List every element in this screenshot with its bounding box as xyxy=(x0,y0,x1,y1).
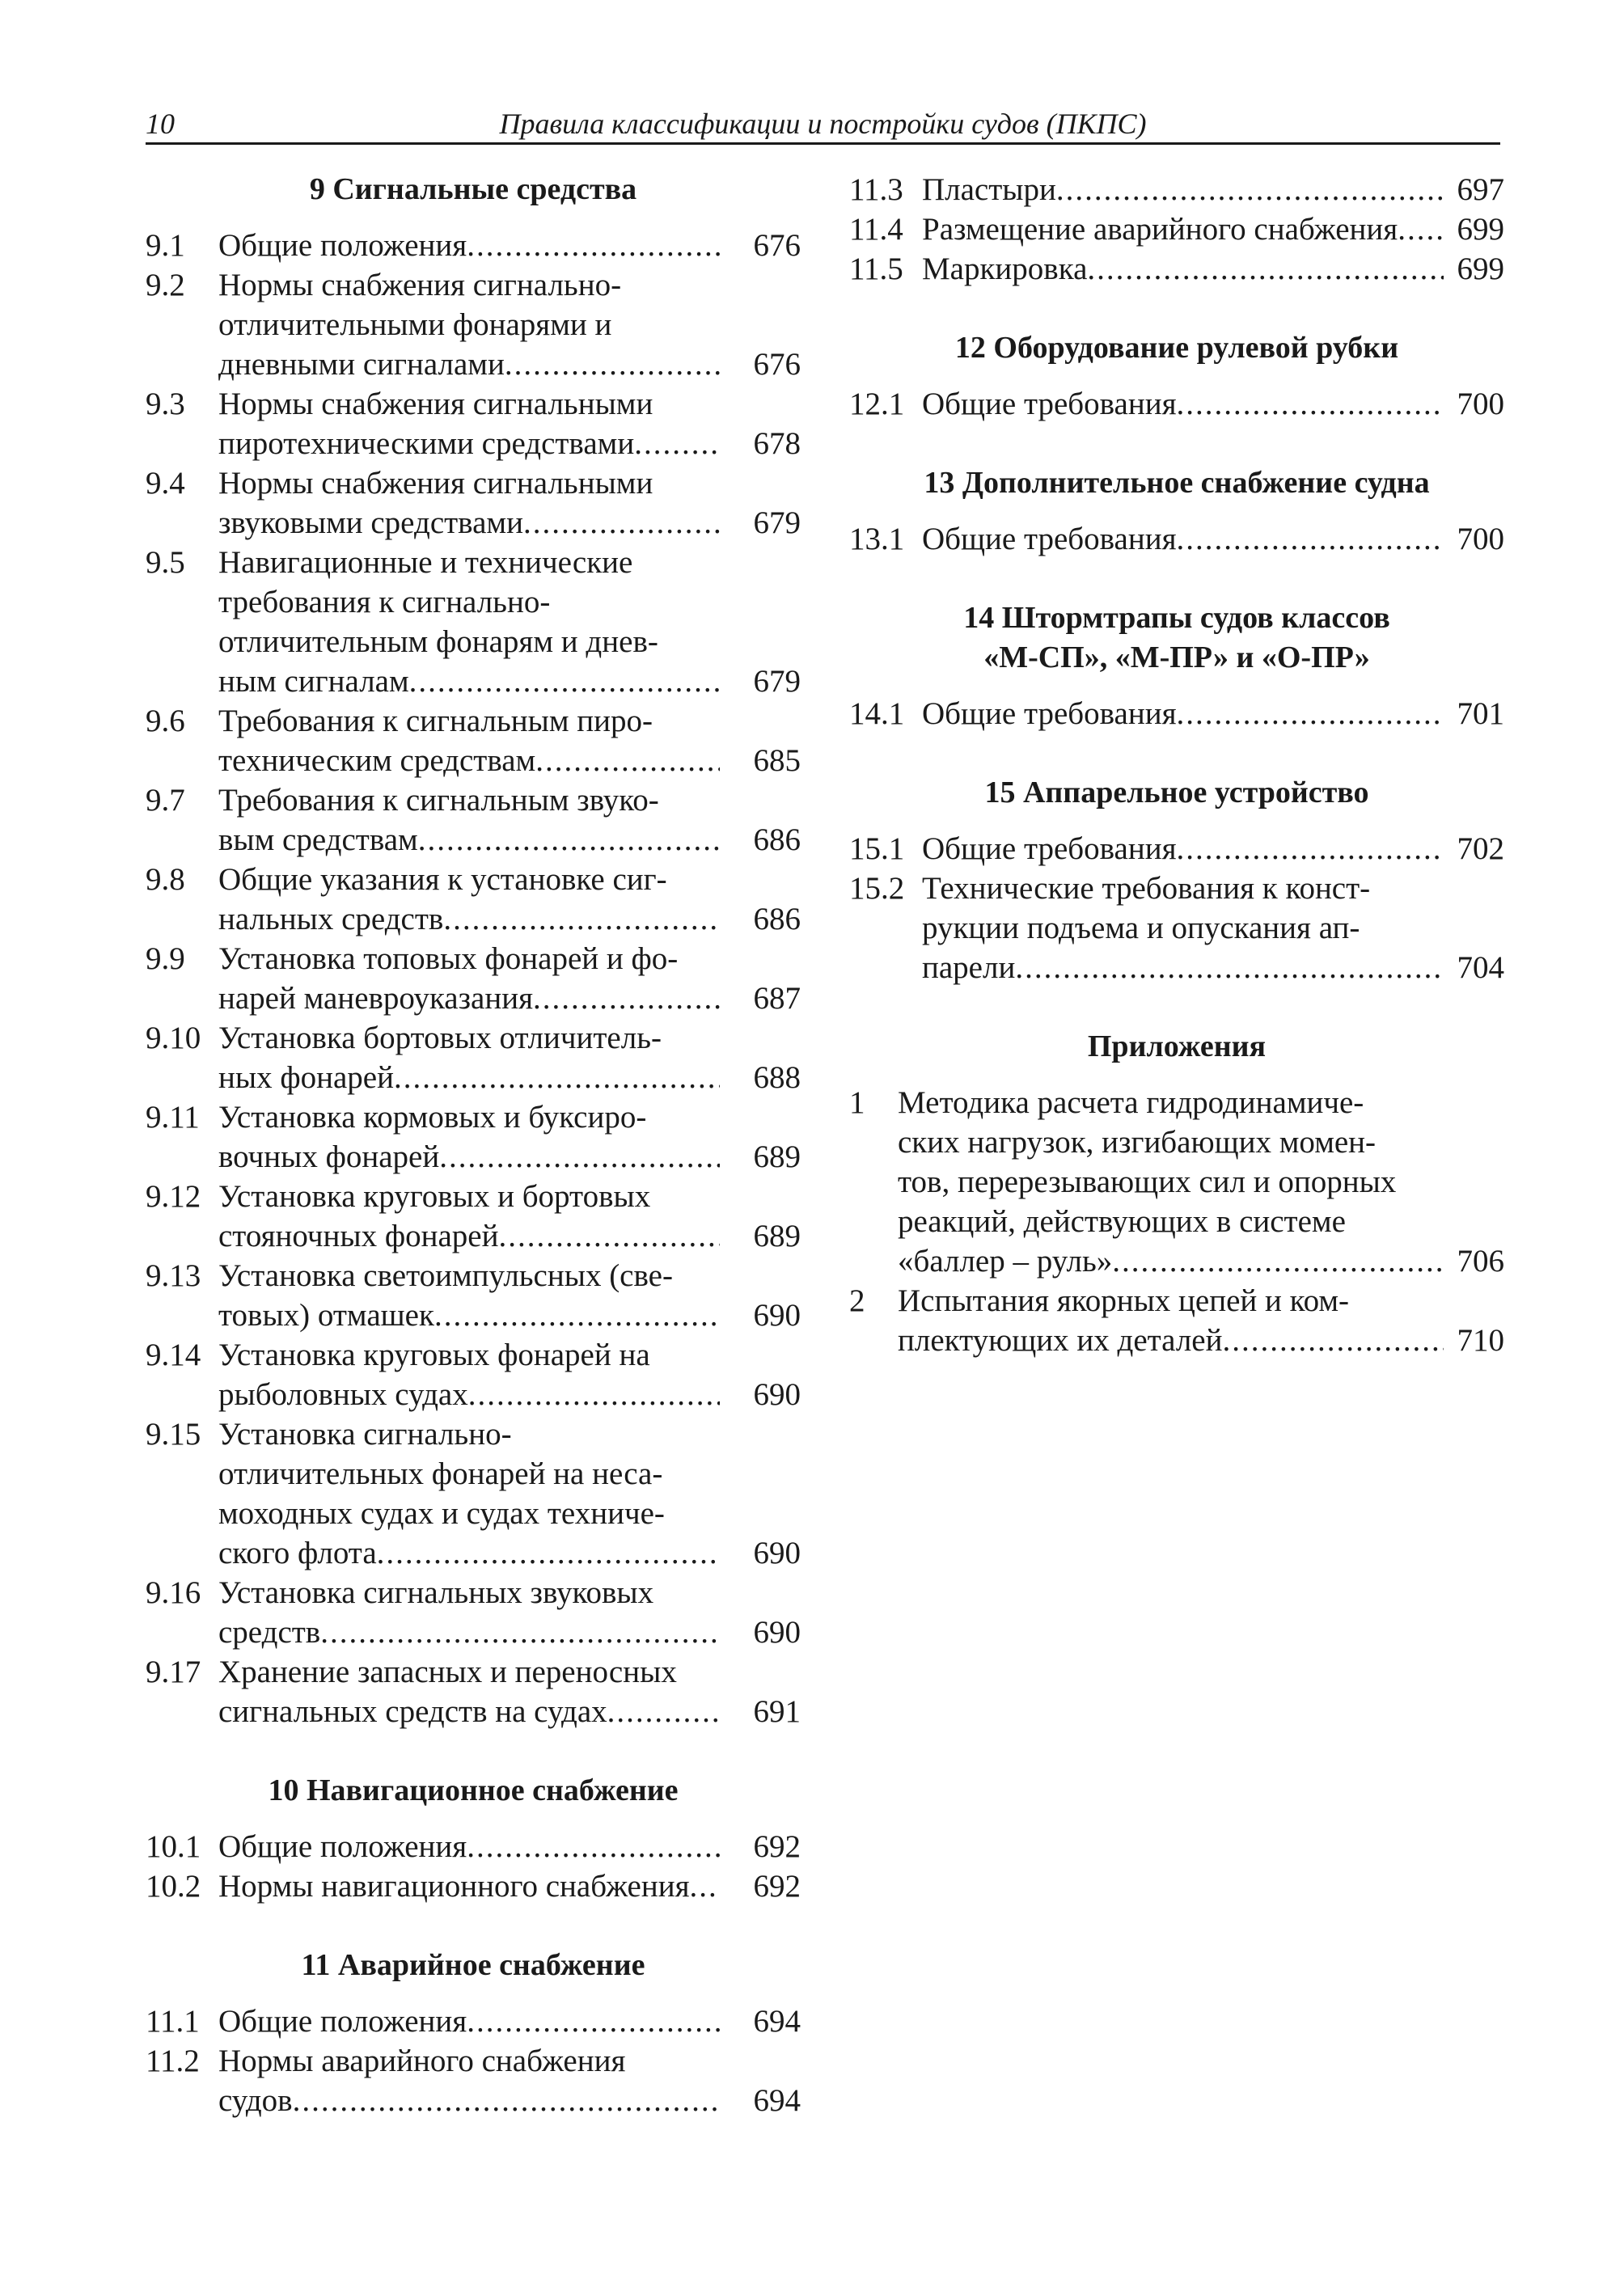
toc-entry xyxy=(146,1866,801,1906)
toc-entry xyxy=(849,694,1504,733)
right-column xyxy=(849,170,1504,1360)
entry-title-text: парели xyxy=(922,950,1016,985)
page-ref: 678 xyxy=(753,426,801,461)
page-ref: 686 xyxy=(753,822,801,857)
entry-title-last-line xyxy=(218,1375,801,1414)
entry-title-last-line xyxy=(218,899,801,939)
entry-number: 9.1 xyxy=(146,228,185,263)
toc-list xyxy=(146,2001,801,2120)
page-ref: 692 xyxy=(753,1869,801,1904)
toc-entry xyxy=(146,1335,801,1414)
page-ref: 676 xyxy=(753,228,801,263)
toc-list xyxy=(146,1827,801,1906)
entry-title-text: Маркировка xyxy=(922,252,1088,286)
dot-leader xyxy=(320,1613,720,1652)
page-ref: 676 xyxy=(753,347,801,382)
page-ref: 679 xyxy=(753,664,801,699)
entry-title-text: «баллер – руль» xyxy=(898,1244,1113,1279)
entry-title-text: рыболовных судах xyxy=(218,1377,468,1412)
entry-number: 2 xyxy=(849,1283,865,1318)
entry-title-text: Нормы навигационного снабжения xyxy=(218,1869,690,1904)
page-ref: 702 xyxy=(1457,831,1504,866)
entry-number: 9.8 xyxy=(146,862,185,897)
entry-title-last-line xyxy=(218,1137,801,1177)
dot-leader xyxy=(690,1866,720,1906)
entry-title-text: дневными сигналами xyxy=(218,347,505,382)
entry-title-line: Установка топовых фонарей и фо- xyxy=(218,941,679,976)
section-heading: 15 Аппарельное устройство xyxy=(984,776,1369,809)
entry-number: 9.7 xyxy=(146,783,185,818)
entry-title-line: Установка сигнальных звуковых xyxy=(218,1575,654,1610)
entry-title-text: Общие требования xyxy=(922,387,1177,421)
page-ref: 701 xyxy=(1457,696,1504,731)
toc-entry xyxy=(146,384,801,463)
entry-title-text: Общие требования xyxy=(922,831,1177,866)
entry-title-line: Установка круговых и бортовых xyxy=(218,1179,651,1214)
entry-title-text: звуковыми средствами xyxy=(218,505,523,540)
entry-title-line: Испытания якорных цепей и ком- xyxy=(898,1283,1350,1318)
toc-entry xyxy=(849,829,1504,869)
entry-title-last-line xyxy=(922,948,1504,987)
entry-title-text: средств xyxy=(218,1615,321,1650)
toc-entry xyxy=(146,226,801,265)
dot-leader xyxy=(467,2001,720,2041)
dot-leader xyxy=(409,662,720,701)
entry-title-text: пиротехническими средствами xyxy=(218,426,635,461)
toc-entry xyxy=(146,1177,801,1256)
toc-entry xyxy=(849,519,1504,559)
section-heading: 11 Аварийное снабжение xyxy=(301,1948,645,1982)
entry-number: 9.10 xyxy=(146,1021,201,1055)
dot-leader xyxy=(1015,948,1444,987)
entry-title-last-line xyxy=(218,2001,801,2041)
entry-title-line: Нормы снабжения сигнальными xyxy=(218,387,653,421)
toc-entry xyxy=(146,1573,801,1652)
toc-entry xyxy=(146,1018,801,1097)
dot-leader xyxy=(468,1375,720,1414)
entry-title-last-line xyxy=(218,741,801,780)
entry-title-text: ского флота xyxy=(218,1536,377,1570)
appendices-heading: Приложения xyxy=(1087,1029,1267,1063)
entry-title-text: нарей маневроуказания xyxy=(218,981,534,1016)
dot-leader xyxy=(1056,170,1444,209)
page-ref: 689 xyxy=(753,1139,801,1174)
entry-title-text: техническим средствам xyxy=(218,743,536,778)
page-ref: 686 xyxy=(753,902,801,936)
entry-title-text: Общие требования xyxy=(922,696,1177,731)
entry-title-text: Общие требования xyxy=(922,522,1177,556)
entry-title-last-line xyxy=(218,1613,801,1652)
entry-title-text: плектующих их деталей xyxy=(898,1323,1223,1358)
entry-title-line: Установка кормовых и буксиро- xyxy=(218,1100,647,1135)
entry-title-line: Хранение запасных и переносных xyxy=(218,1655,677,1689)
entry-title-last-line xyxy=(218,1058,801,1097)
page-ref: 689 xyxy=(753,1219,801,1253)
page-ref: 679 xyxy=(753,505,801,540)
entry-title-last-line xyxy=(922,384,1504,424)
entry-title-line: реакций, действующих в системе xyxy=(898,1204,1346,1239)
dot-leader xyxy=(1087,249,1444,289)
dot-leader xyxy=(607,1692,720,1731)
dot-leader xyxy=(1177,829,1444,869)
entry-number: 9.13 xyxy=(146,1258,201,1293)
toc-entry xyxy=(146,1414,801,1573)
dot-leader xyxy=(467,1827,720,1866)
entry-number: 9.2 xyxy=(146,268,185,302)
entry-number: 10.2 xyxy=(146,1869,201,1904)
dot-leader xyxy=(443,899,720,939)
page-ref: 704 xyxy=(1457,950,1504,985)
section-heading: 9 Сигнальные средства xyxy=(309,172,637,206)
entry-title-line: Требования к сигнальным звуко- xyxy=(218,783,659,818)
toc-entry xyxy=(146,701,801,780)
dot-leader xyxy=(1177,384,1444,424)
section-heading-line-2: «М-СП», «М-ПР» и «О-ПР» xyxy=(983,640,1370,674)
entry-title-last-line xyxy=(218,1296,801,1335)
page-ref: 700 xyxy=(1457,522,1504,556)
entry-title-last-line xyxy=(218,226,801,265)
section-heading: 12 Оборудование рулевой рубки xyxy=(954,331,1399,365)
page-ref: 685 xyxy=(753,743,801,778)
entry-title-last-line xyxy=(922,694,1504,733)
page-ref: 697 xyxy=(1457,172,1504,207)
dot-leader xyxy=(418,820,720,860)
dot-leader xyxy=(1177,519,1444,559)
toc-list xyxy=(849,170,1504,289)
entry-title-line: Установка круговых фонарей на xyxy=(218,1338,650,1372)
toc-list xyxy=(849,384,1504,424)
entry-number: 11.5 xyxy=(849,252,903,286)
toc-entry xyxy=(849,249,1504,289)
entry-number: 11.1 xyxy=(146,2004,200,2039)
entry-number: 9.9 xyxy=(146,941,185,976)
toc-entry xyxy=(146,265,801,384)
entry-title-text: вочных фонарей xyxy=(218,1139,440,1174)
entry-number: 1 xyxy=(849,1085,865,1120)
page-ref: 690 xyxy=(753,1536,801,1570)
dot-leader xyxy=(439,1137,720,1177)
entry-number: 11.4 xyxy=(849,212,903,247)
entry-title-text: ных фонарей xyxy=(218,1060,394,1095)
toc-entry xyxy=(849,1281,1504,1360)
toc-list xyxy=(849,519,1504,559)
entry-title-line: рукции подъема и опускания ап- xyxy=(922,911,1360,945)
dot-leader xyxy=(293,2081,720,2120)
page-ref: 699 xyxy=(1457,212,1504,247)
dot-leader xyxy=(533,979,720,1018)
page-ref: 690 xyxy=(753,1377,801,1412)
entry-title-text: Пластыри xyxy=(922,172,1056,207)
dot-leader xyxy=(535,741,720,780)
dot-leader xyxy=(434,1296,720,1335)
entry-number: 9.16 xyxy=(146,1575,201,1610)
entry-title-line: Установка светоимпульсных (све- xyxy=(218,1258,673,1293)
section-heading: 13 Дополнительное снабжение судна xyxy=(924,466,1430,500)
toc-list xyxy=(849,829,1504,987)
entry-title-text: Общие положения xyxy=(218,228,467,263)
page-ref: 700 xyxy=(1457,387,1504,421)
entry-title-line: Технические требования к конст- xyxy=(922,871,1371,906)
toc-entry xyxy=(849,209,1504,249)
page-ref: 691 xyxy=(753,1694,801,1729)
page-ref: 688 xyxy=(753,1060,801,1095)
dot-leader xyxy=(1177,694,1444,733)
dot-leader xyxy=(505,344,720,384)
dot-leader xyxy=(394,1058,720,1097)
page-ref: 690 xyxy=(753,1615,801,1650)
entry-title-line: отличительным фонарям и днев- xyxy=(218,624,658,659)
entry-title-line: Нормы снабжения сигнальными xyxy=(218,466,653,501)
entry-title-line: требования к сигнально- xyxy=(218,585,551,619)
entry-title-text: ным сигналам xyxy=(218,664,409,699)
entry-number: 13.1 xyxy=(849,522,905,556)
entry-title-text: Размещение аварийного снабжения xyxy=(922,212,1398,247)
entry-title-last-line xyxy=(922,829,1504,869)
toc-entry xyxy=(146,1097,801,1177)
toc-entry xyxy=(849,1083,1504,1281)
entry-title-last-line xyxy=(218,1216,801,1256)
entry-title-line: тов, перерезывающих сил и опорных xyxy=(898,1165,1397,1199)
entry-number: 9.17 xyxy=(146,1655,201,1689)
entry-number: 12.1 xyxy=(849,387,905,421)
toc-entry xyxy=(146,2001,801,2041)
entry-number: 11.2 xyxy=(146,2044,200,2078)
entry-title-line: отличительных фонарей на неса- xyxy=(218,1456,663,1491)
entry-number: 14.1 xyxy=(849,696,905,731)
entry-title-last-line xyxy=(218,344,801,384)
dot-leader xyxy=(1222,1321,1444,1360)
page-ref: 694 xyxy=(753,2083,801,2118)
entry-title-last-line xyxy=(898,1241,1504,1281)
running-title: Правила классификации и постройки судов (ПКПС) xyxy=(499,108,1147,140)
entry-title-text: товых) отмашек xyxy=(218,1298,434,1333)
page-ref: 687 xyxy=(753,981,801,1016)
entry-title-line: Методика расчета гидродинамиче- xyxy=(898,1085,1364,1120)
toc-list xyxy=(849,694,1504,733)
page-number: 10 xyxy=(146,108,175,140)
entry-title-line: Навигационные и технические xyxy=(218,545,633,580)
entry-title-last-line xyxy=(218,424,801,463)
page-ref: 706 xyxy=(1457,1244,1504,1279)
entry-title-line: отличительными фонарями и xyxy=(218,307,612,342)
dot-leader xyxy=(634,424,720,463)
toc-entry xyxy=(849,869,1504,987)
entry-number: 15.1 xyxy=(849,831,905,866)
entry-number: 9.4 xyxy=(146,466,185,501)
entry-number: 9.5 xyxy=(146,545,185,580)
entry-title-last-line xyxy=(218,979,801,1018)
toc-entry xyxy=(146,780,801,860)
entry-title-last-line xyxy=(922,209,1504,249)
dot-leader xyxy=(467,226,720,265)
toc-entry xyxy=(146,860,801,939)
entry-title-line: Требования к сигнальным пиро- xyxy=(218,704,653,738)
appendix-list xyxy=(849,1083,1504,1360)
entry-title-last-line xyxy=(218,820,801,860)
page-ref: 699 xyxy=(1457,252,1504,286)
entry-title-last-line xyxy=(922,519,1504,559)
page-ref: 690 xyxy=(753,1298,801,1333)
toc-entry xyxy=(146,463,801,543)
toc-list xyxy=(146,226,801,1731)
entry-title-text: Общие положения xyxy=(218,2004,467,2039)
entry-title-line: Общие указания к установке сиг- xyxy=(218,862,667,897)
section-heading-line-1: 14 Штормтрапы судов классов xyxy=(963,601,1390,635)
toc-entry xyxy=(146,1652,801,1731)
page-ref: 692 xyxy=(753,1829,801,1864)
entry-title-line: Нормы аварийного снабжения xyxy=(218,2044,626,2078)
dot-leader xyxy=(377,1533,720,1573)
page-header xyxy=(146,105,1500,145)
toc-entry xyxy=(146,1827,801,1866)
section-heading: 10 Навигационное снабжение xyxy=(268,1773,679,1807)
left-column xyxy=(146,170,801,2120)
entry-number: 9.15 xyxy=(146,1417,201,1452)
entry-number: 10.1 xyxy=(146,1829,201,1864)
entry-title-last-line xyxy=(218,1533,801,1573)
entry-title-text: Общие положения xyxy=(218,1829,467,1864)
page-ref: 710 xyxy=(1457,1323,1504,1358)
entry-title-line: Нормы снабжения сигнально- xyxy=(218,268,622,302)
entry-title-text: нальных средств xyxy=(218,902,444,936)
dot-leader xyxy=(498,1216,720,1256)
entry-number: 9.6 xyxy=(146,704,185,738)
entry-title-last-line xyxy=(922,249,1504,289)
entry-title-last-line xyxy=(218,662,801,701)
entry-number: 11.3 xyxy=(849,172,903,207)
entry-title-last-line xyxy=(218,1866,801,1906)
toc-entry xyxy=(146,2041,801,2120)
dot-leader xyxy=(1398,209,1444,249)
entry-number: 9.14 xyxy=(146,1338,201,1372)
dot-leader xyxy=(1112,1241,1444,1281)
entry-title-line: моходных судах и судах техниче- xyxy=(218,1496,665,1531)
toc-entry xyxy=(146,1256,801,1335)
entry-title-text: стояночных фонарей xyxy=(218,1219,499,1253)
entry-title-last-line xyxy=(218,1692,801,1731)
entry-title-text: сигнальных средств на судах xyxy=(218,1694,607,1729)
toc-entry xyxy=(146,543,801,701)
page-ref: 694 xyxy=(753,2004,801,2039)
entry-title-text: вым средствам xyxy=(218,822,418,857)
entry-number: 9.3 xyxy=(146,387,185,421)
entry-title-text: судов xyxy=(218,2083,293,2118)
entry-title-line: ских нагрузок, изгибающих момен- xyxy=(898,1125,1377,1160)
entry-title-last-line xyxy=(218,2081,801,2120)
toc-entry xyxy=(849,384,1504,424)
entry-number: 9.12 xyxy=(146,1179,201,1214)
entry-title-last-line xyxy=(922,170,1504,209)
entry-title-line: Установка бортовых отличитель- xyxy=(218,1021,662,1055)
dot-leader xyxy=(523,503,720,543)
toc-entry xyxy=(849,170,1504,209)
entry-title-last-line xyxy=(218,1827,801,1866)
entry-title-last-line xyxy=(898,1321,1504,1360)
entry-number: 15.2 xyxy=(849,871,905,906)
entry-number: 9.11 xyxy=(146,1100,200,1135)
toc-entry xyxy=(146,939,801,1018)
entry-title-line: Установка сигнально- xyxy=(218,1417,512,1452)
entry-title-last-line xyxy=(218,503,801,543)
